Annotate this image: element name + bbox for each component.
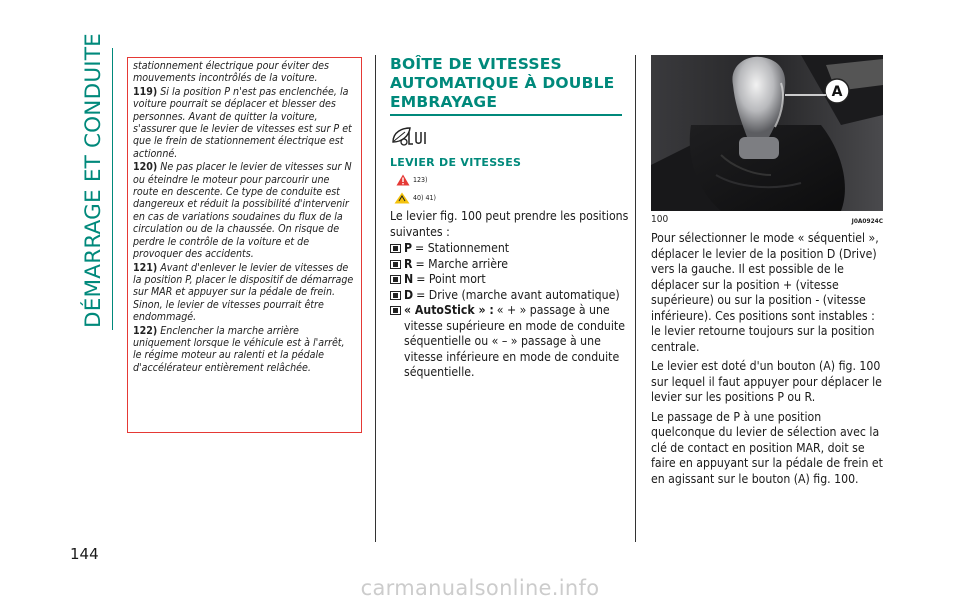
ecology-leaf-icon <box>390 122 434 148</box>
warning-item-text: Avant d'enlever le levier de vitesses de la position P, placer le dispositif de démarrage sur MAR et appuyer sur la pédale de frein. Sinon, le levier de vitesses pourrait être endommagé. <box>133 261 354 324</box>
gear-marker-icon <box>390 272 404 288</box>
caution-references: 40) 41) <box>413 194 436 202</box>
figure-number: 100 <box>651 214 669 225</box>
ecology-logo-row <box>390 122 630 152</box>
gear-key: R <box>404 256 413 271</box>
figure-code: J0A0924C <box>851 217 883 225</box>
gear-marker-icon <box>390 288 404 304</box>
gear-key: D <box>404 287 414 302</box>
warning-item <box>133 161 356 260</box>
column-divider-left <box>375 55 376 542</box>
column-divider-right <box>635 55 636 542</box>
list-item <box>390 272 630 288</box>
right-body-text <box>651 231 883 487</box>
warning-reference-row <box>390 171 630 189</box>
list-item <box>390 241 630 257</box>
gear-intro-text: Le levier fig. 100 peut prendre les positions suivantes : <box>390 209 629 239</box>
gear-description: = Drive (marche avant automatique) <box>416 287 620 302</box>
warning-intro: stationnement électrique pour éviter des mouvements incontrôlés de la voiture. <box>133 60 330 85</box>
paragraph: Pour sélectionner le mode « séquentiel », déplacer le levier de la position D (Drive) vers la gauche. Il est possible de le déplacer sur la position + (vitesse supérieure) ou sur la position - (vitesse inférieure). Ces positions sont instables : le levier retourne toujours sur la position centrale. <box>651 231 879 354</box>
subheading-gear-lever: LEVIER DE VITESSES <box>390 156 522 169</box>
gear-description: = Point mort <box>416 272 486 286</box>
warning-item <box>133 325 356 375</box>
warning-item-number: 122) <box>133 324 158 337</box>
gear-position-list <box>390 241 630 381</box>
gear-key: N <box>404 272 414 286</box>
section-title-rule <box>390 114 622 116</box>
gear-description: = Stationnement <box>415 241 510 255</box>
warning-triangle-icon <box>396 174 410 186</box>
warning-item-number: 121) <box>133 261 158 274</box>
gear-lever-illustration <box>651 55 883 211</box>
gear-key: P <box>404 241 413 255</box>
gear-key: « AutoStick » : <box>404 303 494 317</box>
page-number: 144 <box>70 545 99 563</box>
paragraph: Le levier est doté d'un bouton (A) fig. 100 sur lequel il faut appuyer pour déplacer le levier sur les positions P ou R. <box>651 359 882 404</box>
warning-box <box>127 57 362 433</box>
warning-reference: 123) <box>413 176 428 184</box>
caution-reference-row <box>390 189 630 207</box>
list-item <box>390 288 630 304</box>
callout-label-a: A <box>831 84 843 100</box>
list-item <box>390 257 630 273</box>
gear-marker-icon <box>390 241 404 257</box>
list-item <box>390 303 630 381</box>
caution-triangle-icon <box>394 192 410 204</box>
warning-item-text: Ne pas placer le levier de vitesses sur N ou éteindre le moteur pour parcourir une route en descente. Ce type de conduite est dangereux et réduit la possibilité d'intervenir en cas de variations soudaines du flux de la circulation ou de la chaussée. On risque de perdre le contrôle de la voiture et de provoquer des accidents. <box>133 161 352 261</box>
paragraph: Le passage de P à une position quelconque du levier de sélection avec la clé de contact en position MAR, doit se faire en appuyant sur la pédale de frein et en agissant sur le bouton (A) fig. 100. <box>651 409 883 486</box>
right-column <box>651 55 883 491</box>
chapter-title: DÉMARRAGE ET CONDUITE <box>81 33 106 328</box>
chapter-side <box>78 33 110 328</box>
warning-item <box>133 262 356 324</box>
figure-caption <box>651 214 883 225</box>
warning-item-text: Enclencher la marche arrière uniquement lorsque le véhicule est à l'arrêt, le régime moteur au ralenti et la pédale d'accélérateur entièrement relâchée. <box>133 324 345 374</box>
section-title: BOÎTE DE VITESSES AUTOMATIQUE À DOUBLE EMBRAYAGE <box>390 55 615 111</box>
gear-marker-icon <box>390 257 404 273</box>
warning-item <box>133 86 356 160</box>
warning-item-number: 119) <box>133 85 158 98</box>
warning-item-text: Si la position P n'est pas enclenchée, la voiture pourrait se déplacer et blesser des personnes. Avant de quitter la voiture, s'assurer que le levier de vitesses est sur P et que le frein de stationnement électrique est actionné. <box>133 85 352 160</box>
watermark-text: carmanualsonline.info <box>360 576 600 600</box>
gear-marker-icon <box>390 303 404 319</box>
middle-column <box>390 55 630 381</box>
gear-description: « + » passage à une vitesse supérieure en mode de conduite séquentielle ou « – » passage à une vitesse inférieure en mode de conduite séquentielle. <box>404 303 625 379</box>
chapter-rule <box>112 48 113 330</box>
figure-gear-lever-photo <box>651 55 883 211</box>
warning-item-number: 120) <box>133 161 158 174</box>
gear-description: = Marche arrière <box>415 256 509 271</box>
